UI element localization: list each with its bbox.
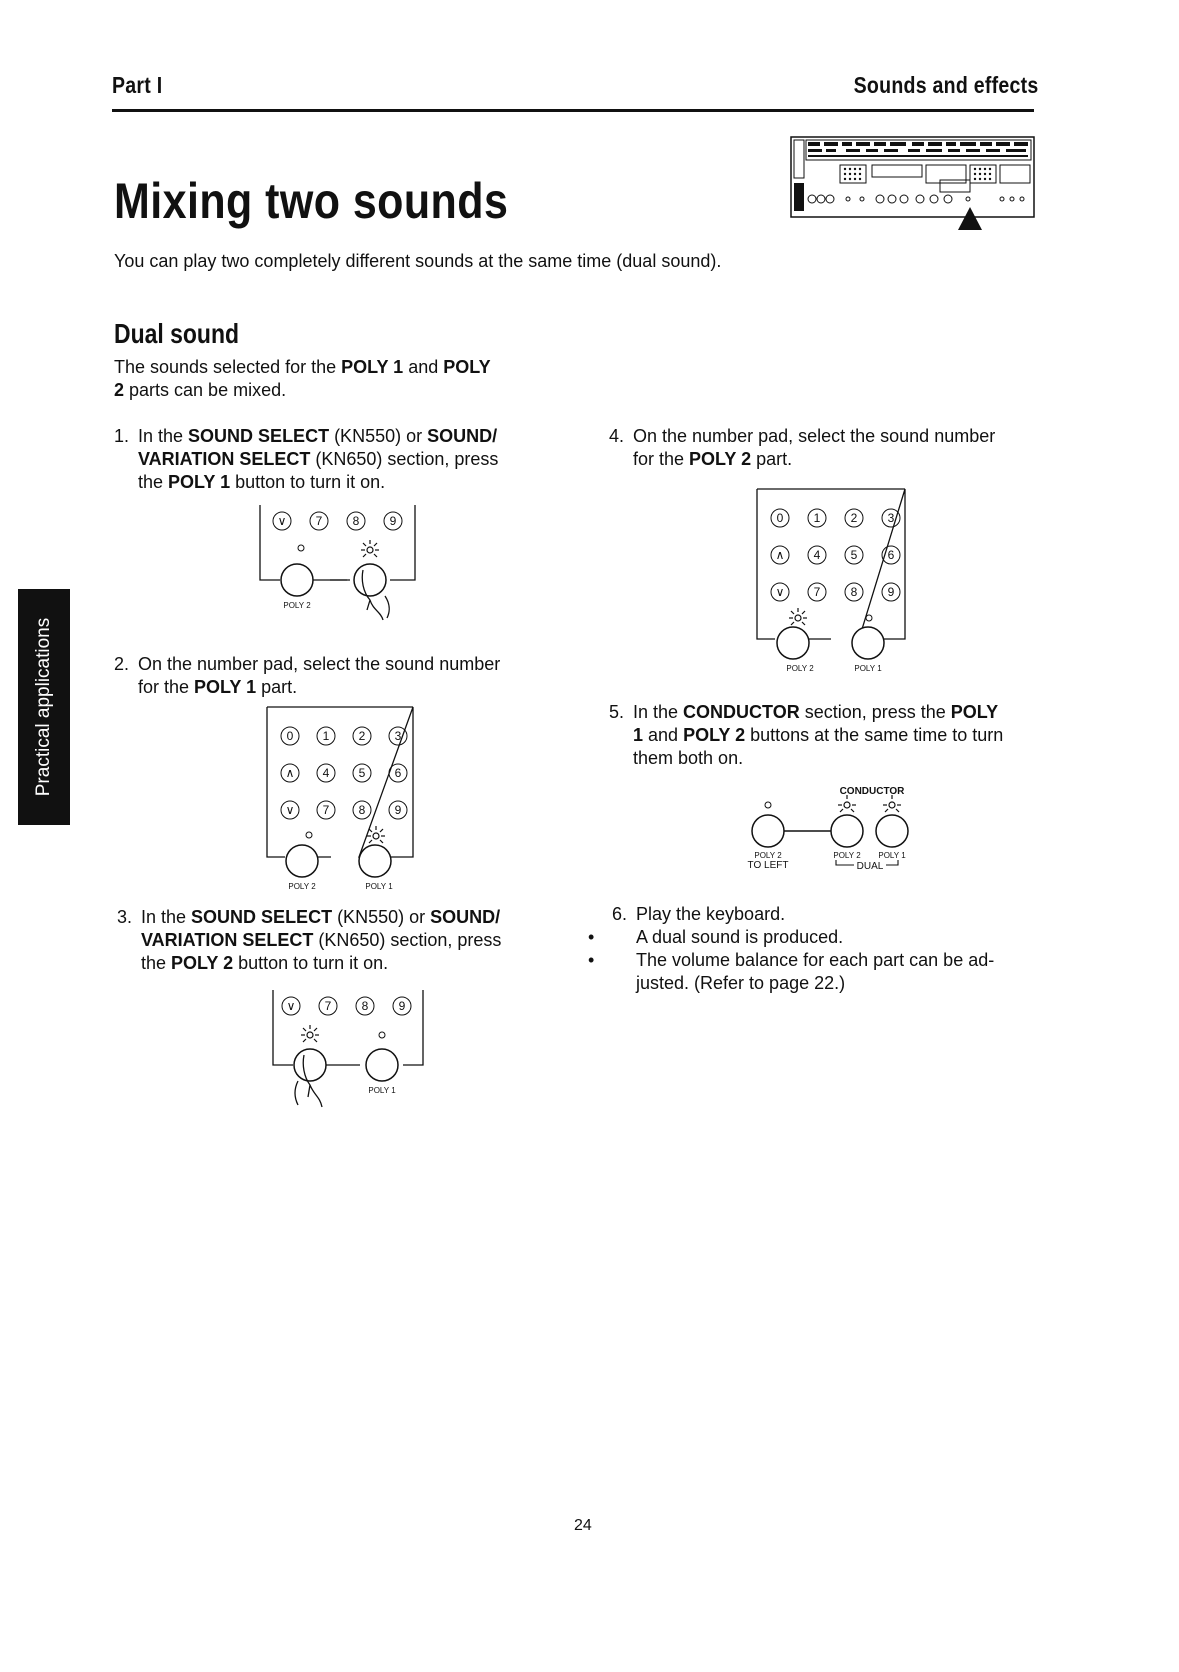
key-up: ∧ xyxy=(285,766,295,780)
lamp-on-icon xyxy=(789,608,807,625)
figure-poly1-button xyxy=(255,500,425,650)
figure-keypad-poly1 xyxy=(265,705,425,895)
figure-poly2-button xyxy=(268,985,438,1135)
poly1-label: POLY 1 xyxy=(365,882,393,891)
key-6: 6 xyxy=(394,766,402,780)
key-0: 0 xyxy=(286,729,294,743)
key-7: 7 xyxy=(322,803,330,817)
figure-conductor xyxy=(740,780,940,880)
key-7: 7 xyxy=(324,999,332,1013)
key-8: 8 xyxy=(352,514,360,528)
key-down: ∨ xyxy=(286,999,296,1013)
lamp-on-icon xyxy=(361,540,379,557)
poly2-button xyxy=(777,627,809,659)
poly2-label: POLY 2 xyxy=(283,601,311,610)
key-2: 2 xyxy=(850,511,858,525)
key-3: 3 xyxy=(394,729,402,743)
key-4: 4 xyxy=(322,766,330,780)
poly1-button xyxy=(876,815,908,847)
key-7: 7 xyxy=(813,585,821,599)
step-4: 4. On the number pad, select the sound number for the POLY 2 part. xyxy=(609,426,996,469)
bullet-icon: • xyxy=(588,927,595,947)
bullet-2: • The volume balance for each part can be ad- xyxy=(588,950,995,970)
step-5: 5. In the CONDUCTOR section, press the POLY 1 and POLY 2 buttons at the same time to turn them both on. xyxy=(609,702,1004,768)
key-2: 2 xyxy=(358,729,366,743)
poly1-button xyxy=(366,1049,398,1081)
key-6: 6 xyxy=(887,548,895,562)
conductor-label: CONDUCTOR xyxy=(839,786,905,797)
dual-label: DUAL xyxy=(856,861,884,872)
key-4: 4 xyxy=(813,548,821,562)
poly1-label: POLY 1 xyxy=(854,664,882,673)
key-3: 3 xyxy=(887,511,895,525)
poly2-button xyxy=(831,815,863,847)
key-9: 9 xyxy=(887,585,895,599)
key-1: 1 xyxy=(322,729,330,743)
step-2: 2. On the number pad, select the sound number for the POLY 1 part. xyxy=(114,654,501,697)
key-0: 0 xyxy=(776,511,784,525)
poly1-label: POLY 1 xyxy=(368,1086,396,1095)
poly1-label: POLY 1 xyxy=(878,851,906,860)
step-6: 6. Play the keyboard. • A dual sound is produced. • The volume balance for each part can be ad- justed. (Refer to page 22.) xyxy=(612,903,1062,995)
key-down: ∨ xyxy=(285,803,295,817)
key-up: ∧ xyxy=(775,548,785,562)
key-down: ∨ xyxy=(775,585,785,599)
poly2-to-left-button xyxy=(752,815,784,847)
key-1: 1 xyxy=(813,511,821,525)
header-part: Part I xyxy=(112,72,163,98)
key-7: 7 xyxy=(315,514,323,528)
key-5: 5 xyxy=(850,548,858,562)
poly1-button xyxy=(852,627,884,659)
key-9: 9 xyxy=(394,803,402,817)
poly2-label: POLY 2 xyxy=(288,882,316,891)
bullet-icon: • xyxy=(588,950,595,970)
bullet-1: • A dual sound is produced. xyxy=(588,927,844,947)
key-5: 5 xyxy=(358,766,366,780)
key-8: 8 xyxy=(361,999,369,1013)
header-section: Sounds and effects xyxy=(854,72,1039,98)
lamp-on-icon xyxy=(301,1025,319,1042)
side-tab-label: Practical applications xyxy=(33,617,54,797)
key-9: 9 xyxy=(398,999,406,1013)
poly1-button xyxy=(354,564,386,596)
key-8: 8 xyxy=(850,585,858,599)
poly2-label: POLY 2 xyxy=(786,664,814,673)
lamp-on-icon xyxy=(838,795,856,812)
section-title: Dual sound xyxy=(114,318,240,349)
key-9: 9 xyxy=(389,514,397,528)
figure-keypad-poly2 xyxy=(755,487,915,677)
step-1: 1. In the SOUND SELECT (KN550) or SOUND/ VARIATION SELECT (KN650) section, press the POLY 1 button to turn it on. xyxy=(114,426,499,492)
poly2-button xyxy=(294,1049,326,1081)
poly2-button xyxy=(281,564,313,596)
section-intro: The sounds selected for the POLY 1 and POLY 2 parts can be mixed. xyxy=(114,357,491,400)
poly2-label: POLY 2 xyxy=(833,851,861,860)
page-number: 24 xyxy=(574,1517,592,1534)
lamp-on-icon xyxy=(883,795,901,812)
side-tab xyxy=(18,589,70,825)
instrument-panel-illustration xyxy=(790,135,1036,230)
to-left-label: TO LEFT xyxy=(747,860,789,871)
page-title: Mixing two sounds xyxy=(114,173,509,229)
poly1-button xyxy=(359,845,391,877)
step-3: 3. In the SOUND SELECT (KN550) or SOUND/ VARIATION SELECT (KN650) section, press the POLY 2 button to turn it on. xyxy=(117,907,502,973)
intro-text: You can play two completely different sounds at the same time (dual sound). xyxy=(114,251,722,271)
poly2-label: POLY 2 xyxy=(754,851,782,860)
key-down: ∨ xyxy=(277,514,287,528)
header-rule xyxy=(112,109,1034,112)
key-8: 8 xyxy=(358,803,366,817)
poly2-button xyxy=(286,845,318,877)
